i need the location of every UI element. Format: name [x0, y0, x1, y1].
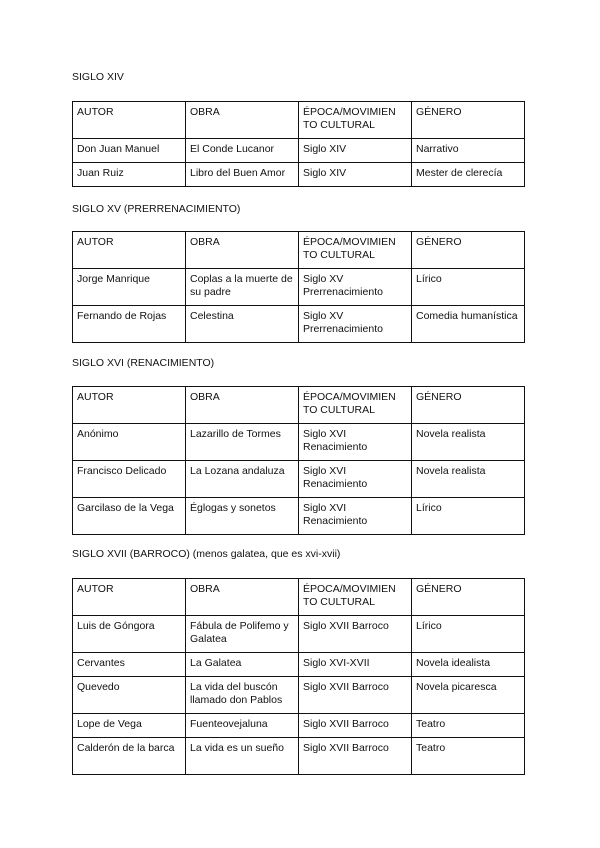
cell-genero: Teatro	[412, 738, 525, 775]
cell-obra: Fábula de Polifemo y Galatea	[186, 616, 299, 653]
cell-obra: La Galatea	[186, 653, 299, 677]
header-cell-autor: AUTOR	[73, 102, 186, 139]
header-cell-obra: OBRA	[186, 102, 299, 139]
table-row	[73, 269, 525, 306]
cell-genero: Novela realista	[412, 461, 525, 498]
section-title: SIGLO XIV	[72, 71, 124, 83]
cell-autor: Francisco Delicado	[73, 461, 186, 498]
header-cell-obra: OBRA	[186, 579, 299, 616]
table-header-row	[73, 579, 525, 616]
cell-autor: Garcilaso de la Vega	[73, 498, 186, 535]
table-row	[73, 139, 525, 163]
table-row	[73, 163, 525, 187]
section-title: SIGLO XVII (BARROCO) (menos galatea, que es xvi-xvii)	[72, 548, 341, 560]
cell-genero: Novela idealista	[412, 653, 525, 677]
cell-autor: Lope de Vega	[73, 714, 186, 738]
works-table	[72, 386, 525, 535]
cell-genero: Lírico	[412, 498, 525, 535]
table-row	[73, 616, 525, 653]
header-cell-obra: OBRA	[186, 387, 299, 424]
works-table	[72, 101, 525, 187]
cell-autor: Quevedo	[73, 677, 186, 714]
cell-genero: Lírico	[412, 269, 525, 306]
cell-genero: Comedia humanística	[412, 306, 525, 343]
cell-autor: Luis de Góngora	[73, 616, 186, 653]
cell-autor: Juan Ruiz	[73, 163, 186, 187]
cell-genero: Narrativo	[412, 139, 525, 163]
cell-genero: Mester de clerecía	[412, 163, 525, 187]
cell-autor: Fernando de Rojas	[73, 306, 186, 343]
table-row	[73, 424, 525, 461]
header-cell-epoca: ÉPOCA/MOVIMIEN TO CULTURAL	[299, 579, 412, 616]
cell-epoca: Siglo XVI-XVII	[299, 653, 412, 677]
cell-epoca: Siglo XV Prerrenacimiento	[299, 269, 412, 306]
cell-obra: Libro del Buen Amor	[186, 163, 299, 187]
header-cell-epoca: ÉPOCA/MOVIMIEN TO CULTURAL	[299, 387, 412, 424]
cell-obra: Églogas y sonetos	[186, 498, 299, 535]
cell-obra: Lazarillo de Tormes	[186, 424, 299, 461]
cell-obra: Coplas a la muerte de su padre	[186, 269, 299, 306]
cell-epoca: Siglo XVII Barroco	[299, 616, 412, 653]
table-row	[73, 306, 525, 343]
cell-autor: Jorge Manrique	[73, 269, 186, 306]
header-cell-epoca: ÉPOCA/MOVIMIEN TO CULTURAL	[299, 102, 412, 139]
table-row	[73, 714, 525, 738]
header-cell-genero: GÉNERO	[412, 579, 525, 616]
table-header-row	[73, 102, 525, 139]
cell-epoca: Siglo XVI Renacimiento	[299, 424, 412, 461]
cell-obra: La vida del buscón llamado don Pablos	[186, 677, 299, 714]
header-cell-obra: OBRA	[186, 232, 299, 269]
table-row	[73, 461, 525, 498]
cell-epoca: Siglo XVII Barroco	[299, 677, 412, 714]
cell-obra: El Conde Lucanor	[186, 139, 299, 163]
header-cell-epoca: ÉPOCA/MOVIMIEN TO CULTURAL	[299, 232, 412, 269]
cell-autor: Cervantes	[73, 653, 186, 677]
cell-obra: La Lozana andaluza	[186, 461, 299, 498]
cell-genero: Novela picaresca	[412, 677, 525, 714]
cell-autor: Don Juan Manuel	[73, 139, 186, 163]
header-cell-genero: GÉNERO	[412, 387, 525, 424]
cell-epoca: Siglo XVII Barroco	[299, 714, 412, 738]
cell-epoca: Siglo XIV	[299, 139, 412, 163]
section-title: SIGLO XVI (RENACIMIENTO)	[72, 357, 215, 369]
table-header-row	[73, 232, 525, 269]
cell-autor: Anónimo	[73, 424, 186, 461]
table-row	[73, 738, 525, 775]
cell-epoca: Siglo XVI Renacimiento	[299, 461, 412, 498]
cell-obra: Celestina	[186, 306, 299, 343]
table-row	[73, 677, 525, 714]
header-cell-autor: AUTOR	[73, 232, 186, 269]
header-cell-genero: GÉNERO	[412, 232, 525, 269]
cell-autor: Calderón de la barca	[73, 738, 186, 775]
cell-epoca: Siglo XV Prerrenacimiento	[299, 306, 412, 343]
works-table	[72, 578, 525, 775]
cell-obra: La vida es un sueño	[186, 738, 299, 775]
section-title: SIGLO XV (PRERRENACIMIENTO)	[72, 203, 241, 215]
cell-epoca: Siglo XVI Renacimiento	[299, 498, 412, 535]
cell-obra: Fuenteovejaluna	[186, 714, 299, 738]
table-header-row	[73, 387, 525, 424]
cell-genero: Lírico	[412, 616, 525, 653]
header-cell-genero: GÉNERO	[412, 102, 525, 139]
table-row	[73, 498, 525, 535]
header-cell-autor: AUTOR	[73, 387, 186, 424]
table-row	[73, 653, 525, 677]
cell-genero: Teatro	[412, 714, 525, 738]
cell-genero: Novela realista	[412, 424, 525, 461]
header-cell-autor: AUTOR	[73, 579, 186, 616]
cell-epoca: Siglo XIV	[299, 163, 412, 187]
cell-epoca: Siglo XVII Barroco	[299, 738, 412, 775]
works-table	[72, 231, 525, 343]
